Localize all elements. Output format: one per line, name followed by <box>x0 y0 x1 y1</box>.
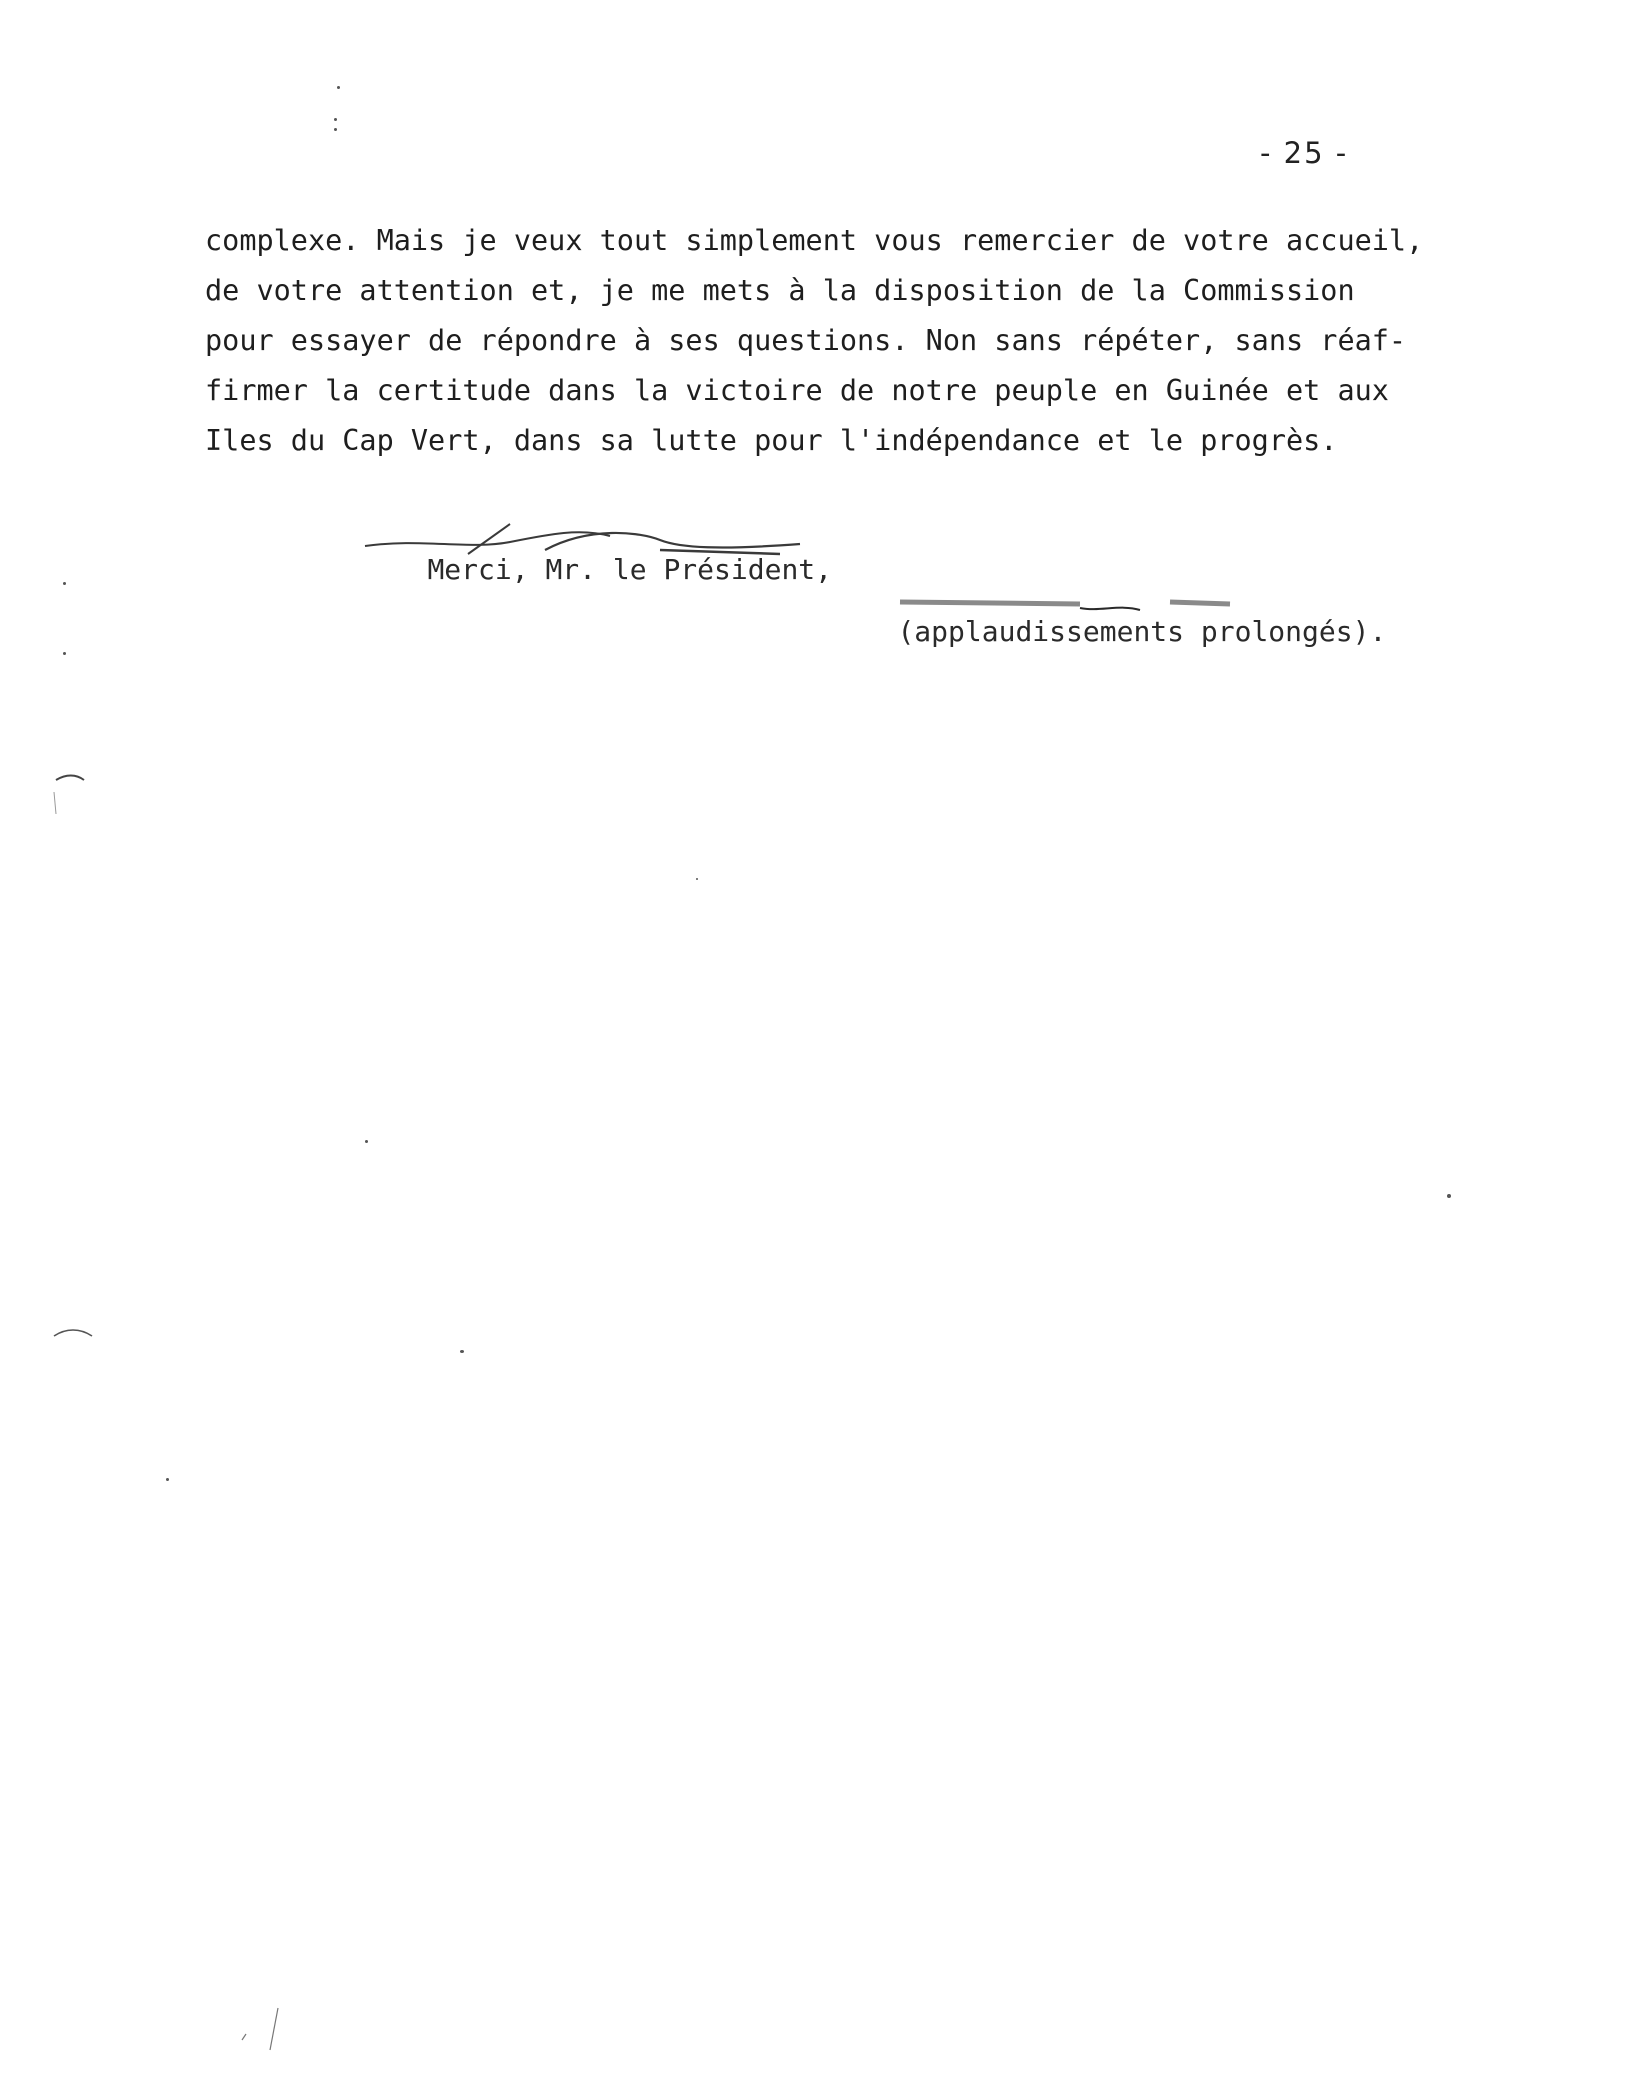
closing-text: Merci, Mr. le Président, <box>427 553 833 586</box>
stage-direction <box>830 582 1386 714</box>
body-line: de votre attention et, je me mets à la disposition de la Commission <box>205 274 1355 307</box>
scan-speck <box>365 1140 368 1143</box>
scan-speck <box>1447 1194 1451 1198</box>
scan-speck <box>334 128 337 131</box>
page-number: - 25 - <box>1260 136 1349 170</box>
body-paragraph <box>205 216 1585 466</box>
scan-speck <box>696 878 698 880</box>
closing-salutation <box>360 520 832 652</box>
body-line: pour essayer de répondre à ses questions. Non sans répéter, sans réaf- <box>205 324 1407 357</box>
body-line: complexe. Mais je veux tout simplement vous remercier de votre accueil, <box>205 224 1424 257</box>
scan-speck <box>334 118 337 121</box>
scan-speck <box>63 582 66 585</box>
body-line: firmer la certitude dans la victoire de notre peuple en Guinée et aux <box>205 374 1389 407</box>
margin-mark-icon <box>48 1322 98 1352</box>
body-line: Iles du Cap Vert, dans sa lutte pour l'indépendance et le progrès. <box>205 424 1338 457</box>
scan-speck <box>63 652 66 655</box>
stage-direction-text: (applaudissements prolongés). <box>897 615 1387 648</box>
scan-speck <box>166 1478 169 1481</box>
scan-speck <box>460 1350 464 1353</box>
margin-mark-icon <box>232 2000 292 2060</box>
margin-mark-icon <box>48 770 88 830</box>
scan-speck <box>337 86 340 89</box>
